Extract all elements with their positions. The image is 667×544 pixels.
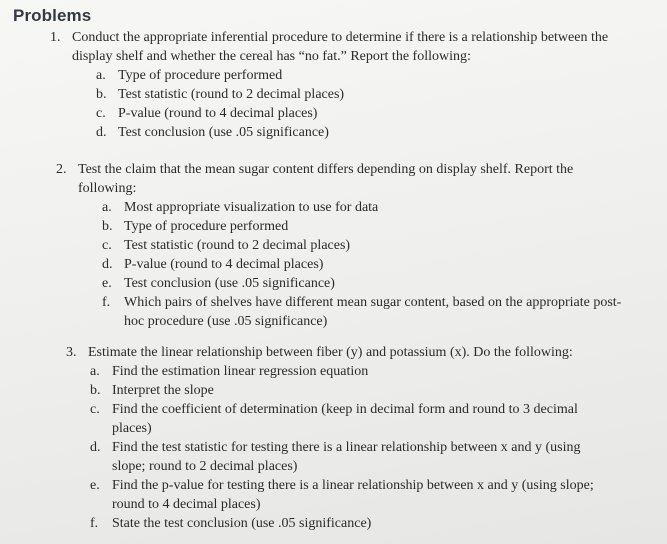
item-text: Test conclusion (use .05 significance) (118, 125, 329, 140)
prompt-line: display shelf and whether the cereal has “no fat.” Report the following: (72, 49, 471, 64)
item-text: Test statistic (round to 2 decimal places) (124, 238, 351, 253)
item-letter: a. (96, 68, 106, 83)
item-text: Find the test statistic for testing there is a linear relationship between x and y (using (112, 440, 581, 455)
item-text: Most appropriate visualization to use for data (124, 200, 379, 215)
item-text-continued: places) (112, 421, 152, 436)
question-number: 1. (50, 30, 61, 45)
item-text: Which pairs of shelves have different mean sugar content, based on the appropriate post- (124, 295, 622, 310)
item-letter: d. (90, 440, 101, 455)
list-item (90, 362, 636, 381)
list-item (90, 476, 636, 514)
item-text: Find the estimation linear regression equation (112, 364, 369, 379)
list-item (102, 217, 646, 236)
question-number: 3. (66, 345, 77, 360)
item-letter: c. (90, 402, 100, 417)
question-1 (50, 28, 650, 142)
list-item (102, 236, 646, 255)
item-text: P-value (round to 4 decimal places) (118, 106, 318, 121)
item-letter: e. (102, 276, 112, 291)
list-item (96, 104, 650, 123)
list-item (96, 123, 650, 142)
item-text: P-value (round to 4 decimal places) (124, 257, 324, 272)
item-letter: d. (96, 125, 107, 140)
list-item (102, 293, 646, 331)
item-text: Type of procedure performed (124, 219, 289, 234)
item-letter: b. (90, 383, 101, 398)
question-2-items (102, 198, 646, 331)
item-letter: e. (90, 478, 100, 493)
prompt-line: Test the claim that the mean sugar content differs depending on display shelf. Report the (78, 162, 574, 177)
item-letter: f. (102, 295, 111, 310)
item-letter: b. (102, 219, 113, 234)
question-2-prompt (56, 160, 646, 198)
list-item (102, 274, 646, 293)
list-item (96, 66, 650, 85)
item-letter: b. (96, 87, 107, 102)
item-text: Test statistic (round to 2 decimal places) (118, 87, 345, 102)
question-number: 2. (56, 162, 67, 177)
list-item (102, 255, 646, 274)
item-letter: f. (90, 516, 99, 531)
question-3-items (90, 362, 636, 533)
item-letter: a. (90, 364, 100, 379)
question-3 (66, 343, 636, 533)
list-item (96, 85, 650, 104)
item-letter: a. (102, 200, 112, 215)
item-text: Type of procedure performed (118, 68, 283, 83)
item-text: Find the p-value for testing there is a linear relationship between x and y (using slope; (112, 478, 594, 493)
question-1-prompt (50, 28, 650, 66)
question-3-prompt (66, 343, 636, 362)
list-item (90, 514, 636, 533)
item-text-continued: round to 4 decimal places) (112, 497, 261, 512)
prompt-line: Conduct the appropriate inferential procedure to determine if there is a relationship between the (72, 30, 609, 45)
item-letter: d. (102, 257, 113, 272)
item-text: Test conclusion (use .05 significance) (124, 276, 335, 291)
list-item (90, 381, 636, 400)
item-text: Find the coefficient of determination (keep in decimal form and round to 3 decimal (112, 402, 578, 417)
item-text-continued: slope; round to 2 decimal places) (112, 459, 298, 474)
list-item (102, 198, 646, 217)
prompt-line: Estimate the linear relationship between fiber (y) and potassium (x). Do the following: (88, 345, 573, 360)
list-item (90, 438, 636, 476)
item-text: Interpret the slope (112, 383, 214, 398)
item-letter: c. (96, 106, 106, 121)
item-letter: c. (102, 238, 112, 253)
question-2 (56, 160, 646, 331)
item-text: State the test conclusion (use .05 significance) (112, 516, 372, 531)
question-1-items (96, 66, 650, 142)
page-title: Problems (13, 6, 92, 25)
prompt-line: following: (78, 181, 137, 196)
list-item (90, 400, 636, 438)
item-text-continued: hoc procedure (use .05 significance) (124, 314, 328, 329)
